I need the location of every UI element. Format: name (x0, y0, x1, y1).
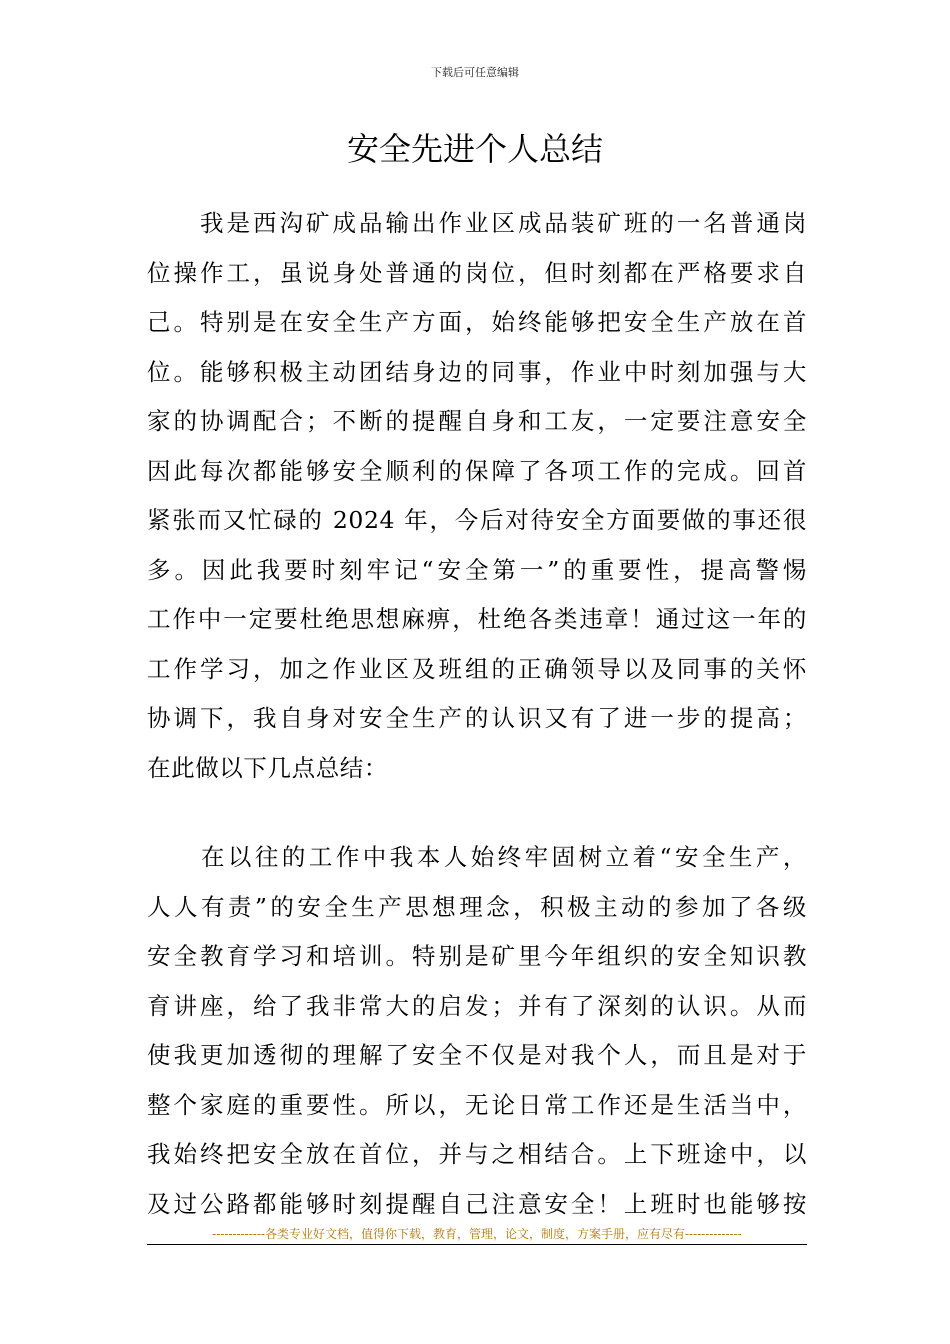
document-title: 安全先进个人总结 (346, 130, 603, 168)
text-line: 我始终把安全放在首位，并与之相结合。上下班途中，以 (147, 1140, 807, 1168)
text-line: 人人有责”的安全生产思想理念，积极主动的参加了各级 (147, 892, 807, 921)
text-line: 位操作工，虽说身处普通的岗位，但时刻都在严格要求自 (147, 258, 807, 287)
text-line: 工作学习，加之作业区及班组的正确领导以及同事的关怀 (147, 654, 807, 683)
text-line: 育讲座，给了我非常大的启发；并有了深刻的认识。从而 (147, 991, 807, 1020)
text-line: 安全教育学习和培训。特别是矿里今年组织的安全知识教 (147, 942, 807, 970)
text-line: 协调下，我自身对安全生产的认识又有了进一步的提高； (147, 704, 807, 732)
text-line: 紧张而又忙碌的 2024 年，今后对待安全方面要做的事还很 (147, 506, 807, 534)
paragraph-1 (147, 199, 807, 793)
paragraph-2 (147, 833, 807, 1229)
header-note: 下载后可任意编辑 (431, 66, 519, 79)
text-line: 在此做以下几点总结： (147, 753, 388, 782)
text-line: 在以往的工作中我本人始终牢固树立着“安全生产， (147, 843, 807, 871)
footer-note: -------------各类专业好文档，值得你下载，教育，管理，论文，制度，方案手册，应有尽有-------------- (212, 1227, 742, 1241)
document-body (147, 199, 807, 1229)
text-line: 多。因此我要时刻牢记“安全第一”的重要性，提高警惕 (147, 555, 807, 584)
text-line: 我是西沟矿成品输出作业区成品装矿班的一名普通岗 (147, 209, 807, 237)
footer-divider (147, 1244, 807, 1245)
text-line: 及过公路都能够时刻提醒自己注意安全！上班时也能够按 (147, 1189, 807, 1218)
text-line: 使我更加透彻的理解了安全不仅是对我个人，而且是对于 (147, 1041, 807, 1069)
text-line: 家的协调配合；不断的提醒自身和工友，一定要注意安全 (147, 407, 807, 435)
text-line: 因此每次都能够安全顺利的保障了各项工作的完成。回首 (147, 456, 807, 485)
text-line: 工作中一定要杜绝思想麻痹，杜绝各类违章！通过这一年的 (147, 605, 807, 633)
paragraph-spacer (147, 793, 807, 833)
text-line: 己。特别是在安全生产方面，始终能够把安全生产放在首 (147, 308, 807, 336)
text-line: 整个家庭的重要性。所以，无论日常工作还是生活当中， (147, 1090, 807, 1119)
text-line: 位。能够积极主动团结身边的同事，作业中时刻加强与大 (147, 357, 807, 386)
